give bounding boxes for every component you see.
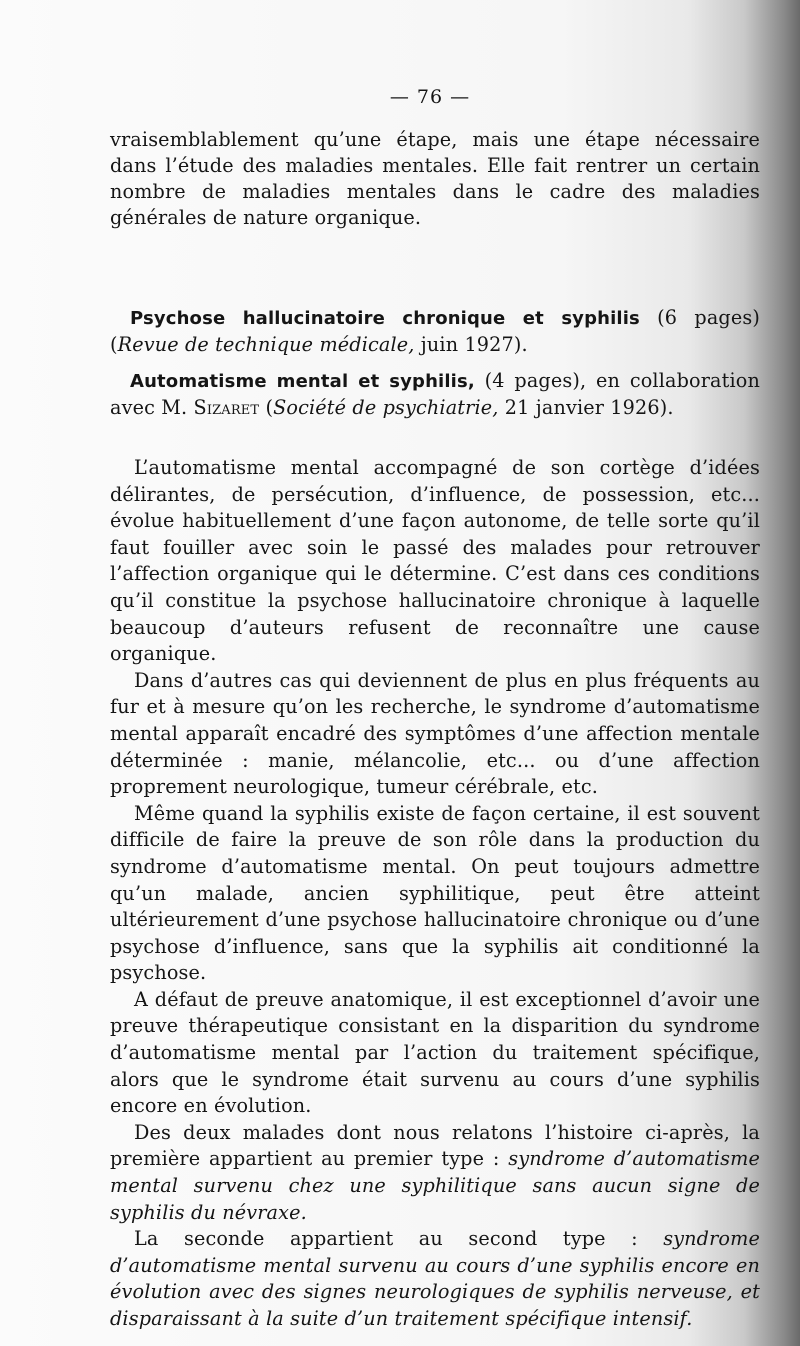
paragraph-1: L’automatisme mental accompagné de son cortège d’idées délirantes, de persécution, d’influence, de possession, etc... évolue habituellement d’une façon autonome, de telle sorte qu’il faut fouiller avec soin le passé des malades pour retrouver l’affection organique qui le détermine. C’est dans ces conditions qu’il constitue la psychose hallucinatoire chronique à laquelle beaucoup d’auteurs refusent de reconnaître une cause organique. <box>110 456 760 666</box>
paragraph-3: Même quand la syphilis existe de façon certaine, il est souvent difficile de faire la preuve de son rôle dans la production du syndrome d’automatisme mental. On peut toujours admettre qu’un malade, ancien syphilitique, peut être atteint ultérieurement d’une psychose hallucinatoire chronique ou d’une psychose d’influence, sans que la syphilis ait conditionné la psychose. <box>110 801 760 985</box>
reference-1-date: juin 1927). <box>414 333 528 356</box>
paragraph-5-text: Des deux malades dont nous relatons l’histoire ci-après, la première appartient au premier type : <box>110 1120 760 1171</box>
reference-2-pages: (4 pages), en collaboration avec M. <box>110 369 760 419</box>
paragraph-6-italic: syndrome d’automatisme mental survenu au cours d’une syphilis encore en évolution avec des signes neurologiques de syphilis nerveuse, et disparaissant à la suite d’un traitement spécifique intensif. <box>110 1227 760 1330</box>
reference-1-journal: Revue de technique médicale, <box>117 333 415 356</box>
reference-entry-2 <box>110 368 760 421</box>
intro-text: vraisemblablement qu’une étape, mais une étape nécessaire dans l’étude des maladies mentales. Elle fait rentrer un certain nombre de maladies mentales dans le cadre des maladies générales de nature organique. <box>110 128 760 229</box>
paragraph-4: A défaut de preuve anatomique, il est exceptionnel d’avoir une preuve thérapeutique consistant en la disparition du syndrome d’automatisme mental par l’action du traitement spécifique, alors que le syndrome était survenu au cours d’une syphilis encore en évolution. <box>110 987 760 1118</box>
reference-entry-1-text <box>110 305 760 358</box>
reference-entry-1 <box>110 305 760 358</box>
paragraph-5-italic: syndrome d’automatisme mental survenu chez une syphilitique sans aucun signe de syphilis du névraxe. <box>110 1147 760 1224</box>
reference-2-author: Sizaret <box>193 396 260 419</box>
intro-paragraph <box>110 127 760 231</box>
reference-2-date: 21 janvier 1926). <box>498 396 674 419</box>
reference-1-pages: (6 pages) ( <box>110 306 760 356</box>
paragraph-6-text: La seconde appartient au second type : <box>134 1227 664 1251</box>
reference-2-open: ( <box>259 396 274 419</box>
reference-entry-2-text <box>110 368 760 421</box>
reference-1-title: Psychose hallucinatoire chronique et syphilis <box>130 308 640 329</box>
paragraph-2: Dans d’autres cas qui deviennent de plus en plus fréquents au fur et à mesure qu’on les recherche, le syndrome d’automatisme mental apparaît encadré des symptômes d’une affection mentale déterminée : manie, mélancolie, etc... ou d’une affection proprement neurologique, tumeur cérébrale, etc. <box>110 668 760 799</box>
reference-2-society: Société de psychiatrie, <box>273 396 499 419</box>
paragraph-5 <box>110 1120 760 1226</box>
reference-2-title: Automatisme mental et syphilis, <box>130 371 475 392</box>
body-text <box>110 455 760 1333</box>
paragraph-6 <box>110 1226 760 1332</box>
page-number: — 76 — <box>389 86 471 108</box>
